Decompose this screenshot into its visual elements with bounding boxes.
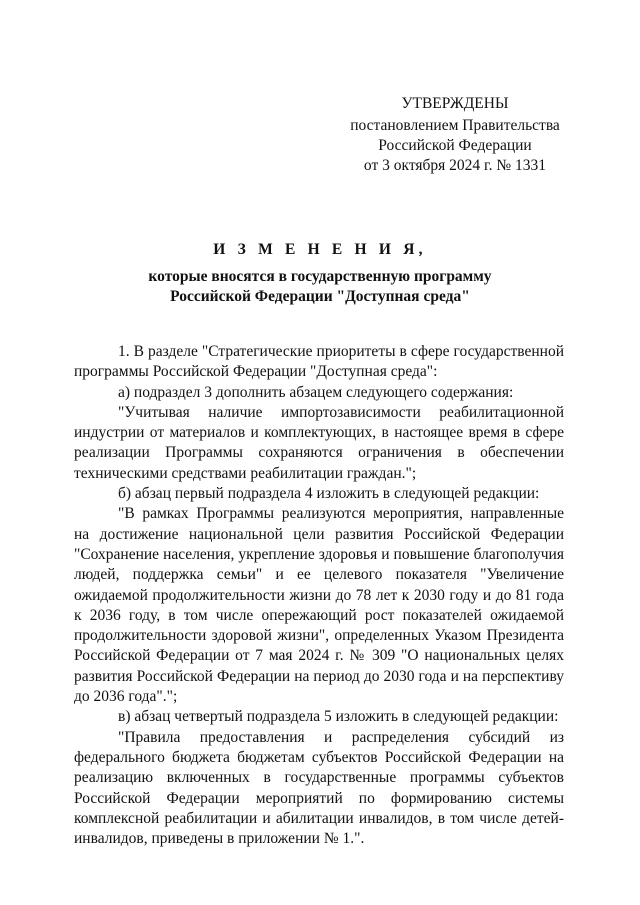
subtitle-line-2: Российской Федерации "Доступная среда" xyxy=(170,288,470,305)
approval-line-1: постановлением Правительства xyxy=(350,117,560,134)
paragraph-quote-b: "В рамках Программы реализуются мероприятия, направленные на достижение национальной цели развития Российской Федерации "Сохранение населения, укрепление здоровья и повышение благополучия людей, поддержка семьи" и ее целевого показателя "Увеличение ожидаемой продолжительности жизни до 78 лет к 2030 году и до 81 года к 2036 году, в том числе опережающий рост показателей ожидаемой продолжительности здоровой жизни", определенных Указом Президента Российской Федерации от 7 мая 2024 г. № 309 "О национальных целях развития Российской Федерации на период до 2030 года и на перспективу до 2036 года"."; xyxy=(74,505,564,706)
document-title: И З М Е Н Е Н И Я, xyxy=(213,241,427,258)
approval-block xyxy=(330,94,580,176)
subtitle-line-1: которые вносятся в государственную программу xyxy=(148,268,492,285)
paragraph-item-b: б) абзац первый подраздела 4 изложить в следующей редакции: xyxy=(118,485,540,503)
approval-heading: УТВЕРЖДЕНЫ xyxy=(401,95,509,112)
document-body xyxy=(74,342,564,849)
paragraph-quote-a: "Учитывая наличие импортозависимости реабилитационной индустрии от материалов и комплектующих, в настоящее время в сфере реализации Программы сохраняются ограничения в обеспечении техническими средствами реабилитации граждан."; xyxy=(74,403,564,482)
paragraph-section-1: 1. В разделе "Стратегические приоритеты в сфере государственной программы Российской Федерации "Доступная среда": xyxy=(74,343,564,381)
approval-line-3: от 3 октября 2024 г. № 1331 xyxy=(363,157,547,174)
paragraph-item-v: в) абзац четвертый подраздела 5 изложить в следующей редакции: xyxy=(118,708,559,726)
paragraph-item-a: а) подраздел 3 дополнить абзацем следующего содержания: xyxy=(118,383,514,401)
document-subtitle xyxy=(0,267,640,307)
approval-line-2: Российской Федерации xyxy=(378,137,532,154)
paragraph-quote-v: "Правила предоставления и распределения субсидий из федерального бюджета бюджетам субъектов Российской Федерации на реализацию включенных в государственные программы субъектов Российской Федерации мероприятий по формированию системы комплексной реабилитации и абилитации инвалидов, в том числе детей-инвалидов, приведены в приложении № 1.". xyxy=(74,728,564,848)
